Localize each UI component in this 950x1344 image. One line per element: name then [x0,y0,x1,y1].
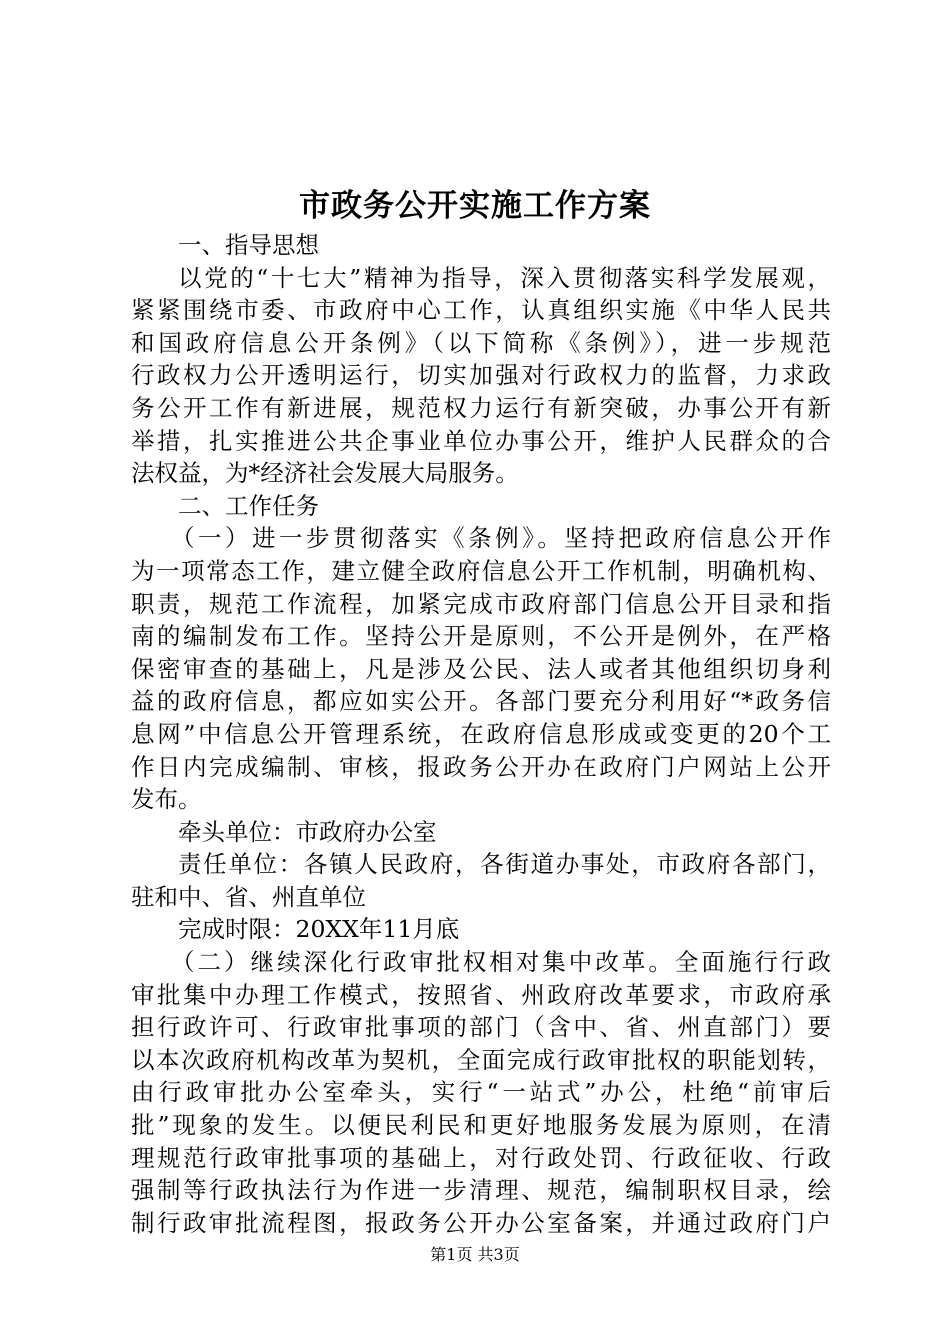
paragraph-line: 举措，扎实推进公共企事业单位办事公开，维护人民群众的合 [131,426,831,455]
paragraph-line: 息网”中信息公开管理系统，在政府信息形成或变更的20个工 [131,719,831,748]
document-body [131,229,831,1239]
paragraph-line: 法权益，为*经济社会发展大局服务。 [131,459,519,488]
paragraph-line: （一）进一步贯彻落实《条例》。坚持把政府信息公开作 [171,524,831,553]
paragraph-line: 驻和中、省、州直单位 [131,882,366,911]
responsible-unit-line: 责任单位：各镇人民政府，各街道办事处，市政府各部门， [178,850,831,879]
paragraph-line: 作日内完成编制、审核，报政务公开办在政府门户网站上公开 [131,752,831,781]
paragraph-line: 以本次政府机构改革为契机，全面完成行政审批权的职能划转， [131,1045,831,1074]
paragraph-line: 理规范行政审批事项的基础上，对行政处罚、行政征收、行政 [131,1143,831,1172]
paragraph-line: 和国政府信息公开条例》（以下简称《条例》），进一步规范 [131,328,831,357]
section-heading: 二、工作任务 [178,491,319,520]
paragraph-line: 南的编制发布工作。坚持公开是原则，不公开是例外，在严格 [131,622,831,651]
paragraph-line: 以党的“十七大”精神为指导，深入贯彻落实科学发展观， [178,263,831,292]
paragraph-line: 为一项常态工作，建立健全政府信息公开工作机制，明确机构、 [131,556,831,585]
paragraph-line: 审批集中办理工作模式，按照省、州政府改革要求，市政府承 [131,980,831,1009]
paragraph-line: 担行政许可、行政审批事项的部门（含中、省、州直部门）要 [131,1013,831,1042]
paragraph-line: 职责，规范工作流程，加紧完成市政府部门信息公开目录和指 [131,589,831,618]
paragraph-line: 保密审查的基础上，凡是涉及公民、法人或者其他组织切身利 [131,654,831,683]
document-title: 市政务公开实施工作方案 [299,188,651,224]
deadline-line: 完成时限：20XX年11月底 [178,915,460,944]
section-heading: 一、指导思想 [178,231,319,259]
lead-unit-line: 牵头单位：市政府办公室 [178,817,437,846]
paragraph-line: 行政权力公开透明运行，切实加强对行政权力的监督，力求政 [131,361,831,390]
paragraph-line: 紧紧围绕市委、市政府中心工作，认真组织实施《中华人民共 [131,296,831,325]
paragraph-line: （二）继续深化行政审批权相对集中改革。全面施行行政 [171,948,831,977]
paragraph-line: 制行政审批流程图，报政务公开办公室备案，并通过政府门户 [131,1208,831,1237]
page-number-footer: 第1页 共3页 [430,1245,520,1264]
paragraph-line: 由行政审批办公室牵头，实行“一站式”办公，杜绝“前审后 [131,1078,831,1107]
paragraph-line: 发布。 [131,785,202,814]
paragraph-line: 强制等行政执法行为作进一步清理、规范，编制职权目录，绘 [131,1176,831,1205]
paragraph-line: 批”现象的发生。以便民利民和更好地服务发展为原则，在清 [131,1111,831,1140]
paragraph-line: 务公开工作有新进展，规范权力运行有新突破，办事公开有新 [131,393,831,422]
paragraph-line: 益的政府信息，都应如实公开。各部门要充分利用好“*政务信 [131,687,831,716]
